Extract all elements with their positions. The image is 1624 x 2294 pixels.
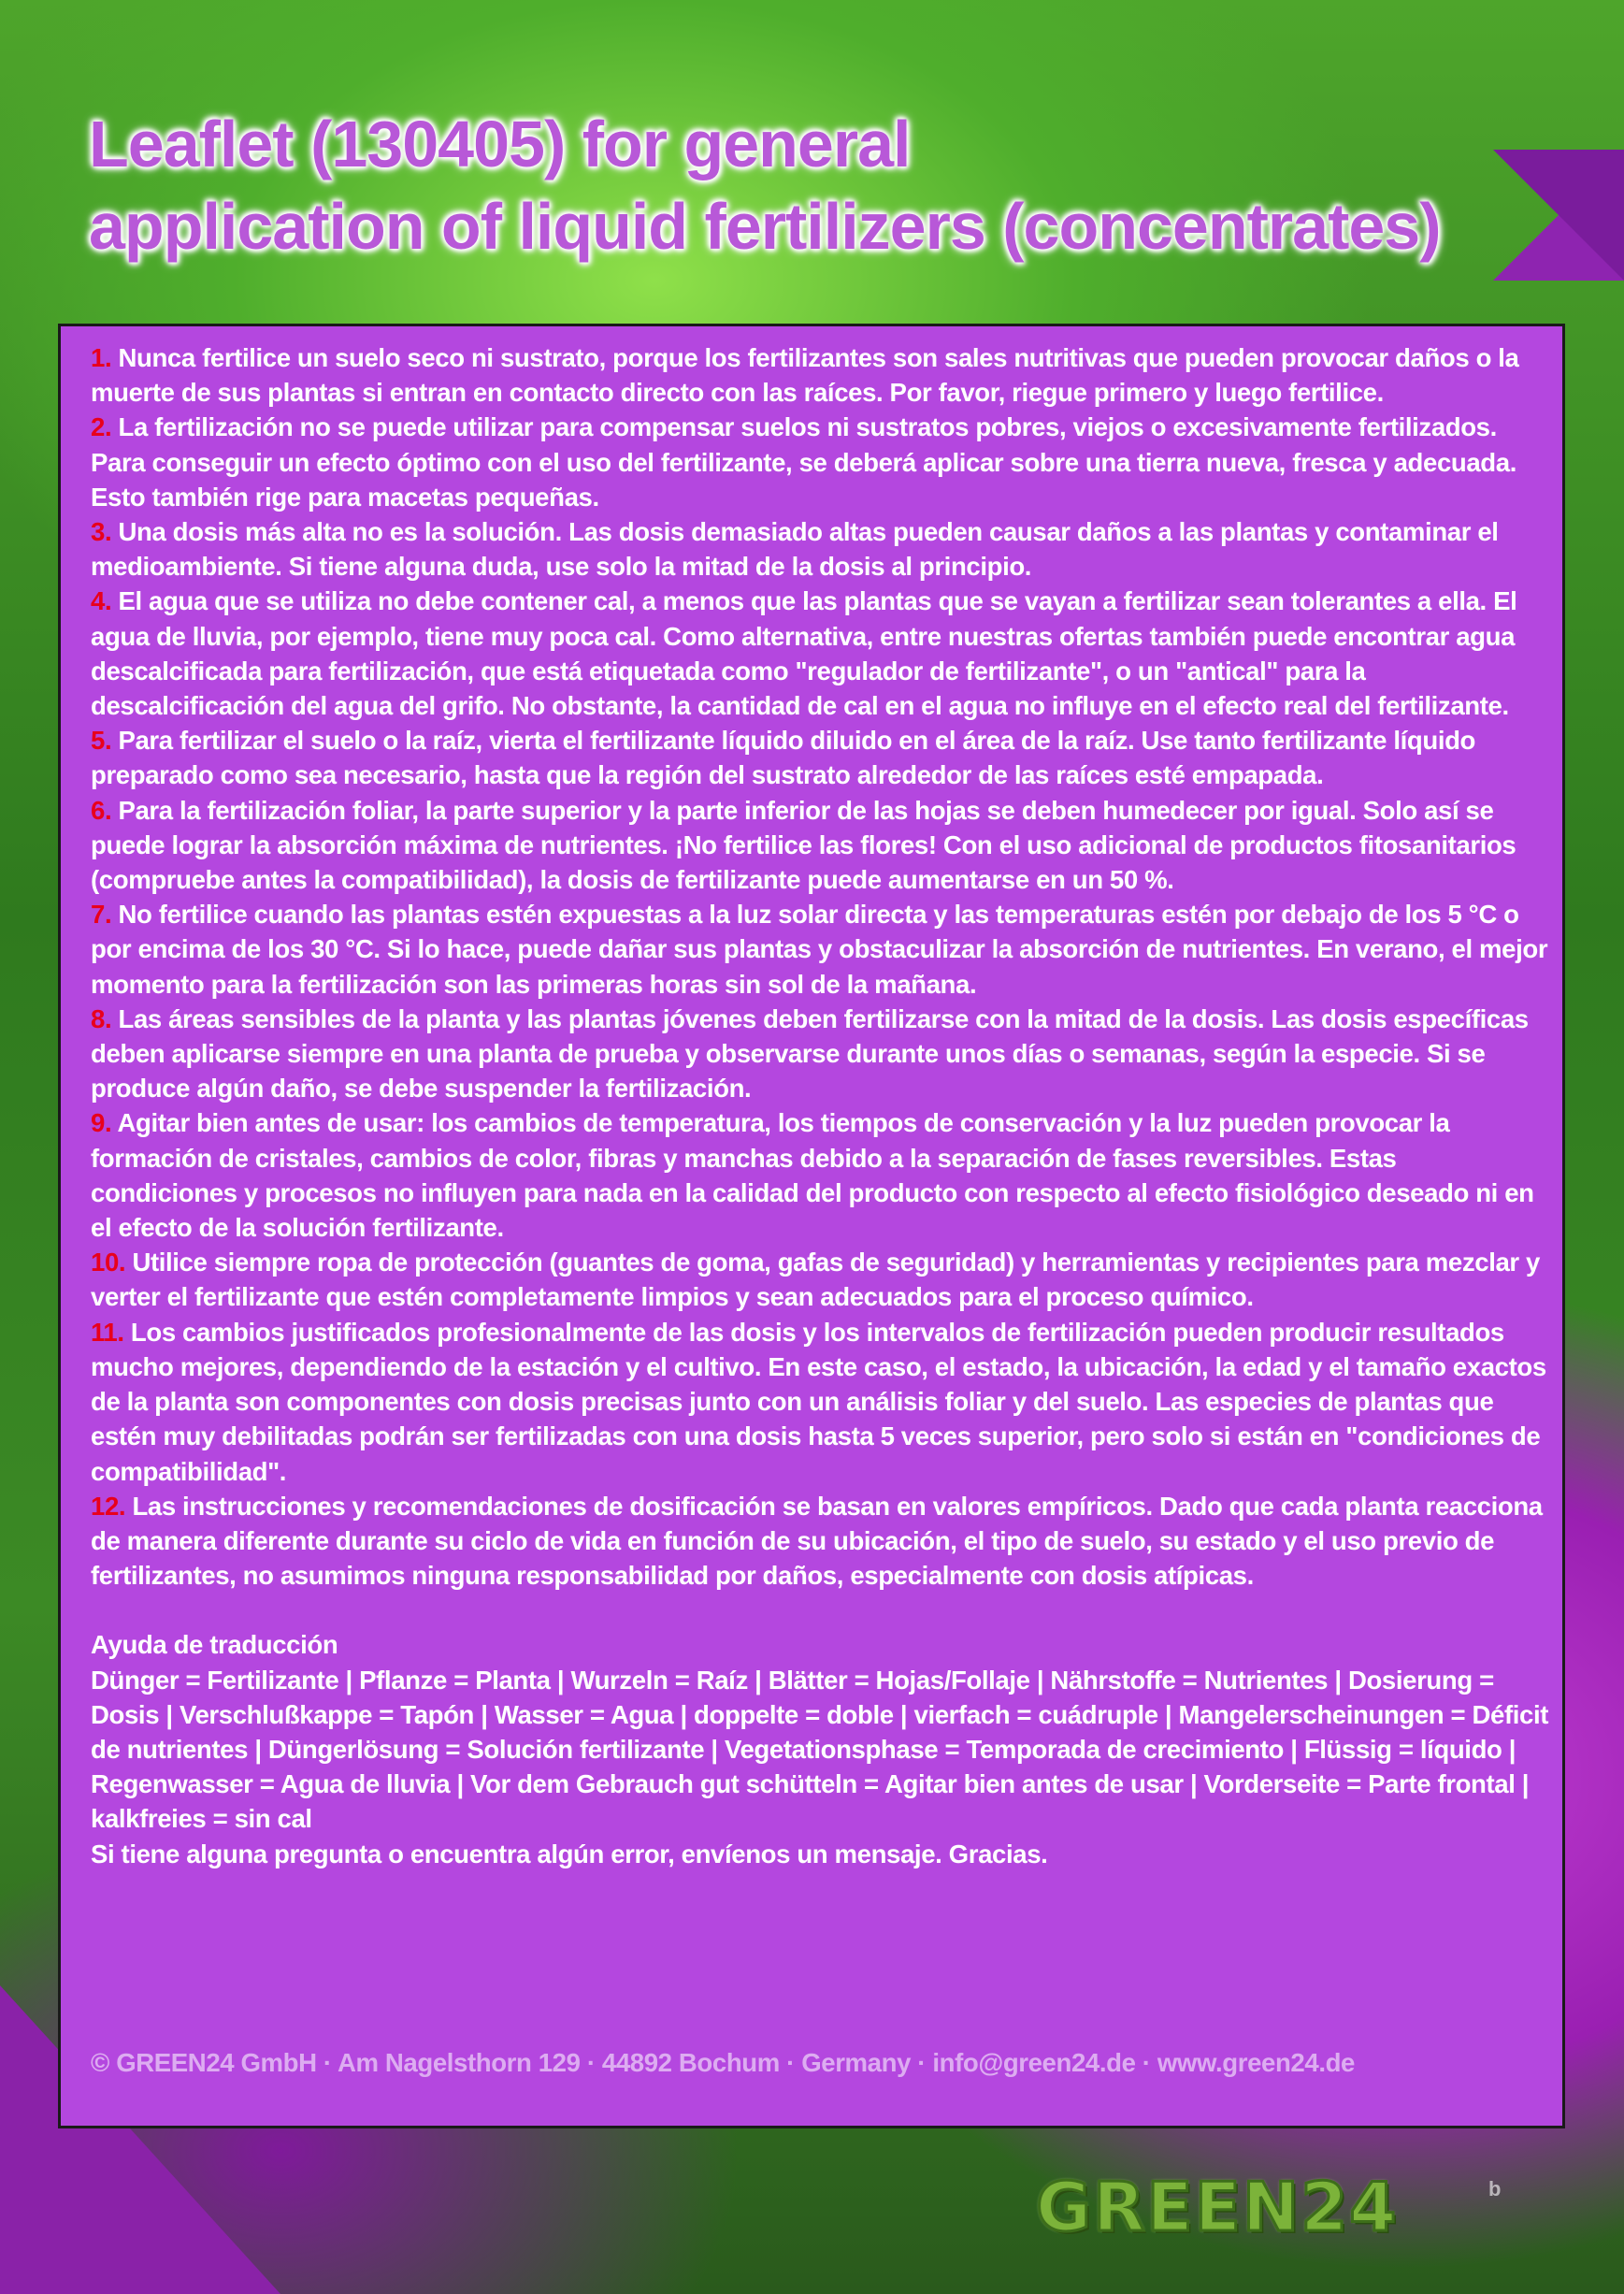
item-number: 1. bbox=[91, 343, 112, 372]
green24-logo: GREEN24 bbox=[1036, 2168, 1399, 2246]
item-text: Utilice siempre ropa de protección (guantes de goma, gafas de seguridad) y herramientas y recipientes para mezclar y verter el fertilizante que estén completamente limpios y sean adecuados para el proceso químico. bbox=[91, 1248, 1540, 1312]
item-text: Para fertilizar el suelo o la raíz, vierta el fertilizante líquido diluido en el área de la raíz. Use tanto fertilizante líquido preparado como sea necesario, hasta que la región del sustrato alrededor de las raíces esté empapada. bbox=[91, 726, 1476, 790]
list-item bbox=[91, 723, 1549, 792]
item-text: Las áreas sensibles de la planta y las plantas jóvenes deben fertilizarse con la mitad de la dosis. Las dosis específicas deben aplicarse siempre en una planta de prueba y observarse durante unos días o semanas, según la especie. Si se produce algún daño, se debe suspender la fertilización. bbox=[91, 1003, 1529, 1104]
item-number: 10. bbox=[91, 1248, 126, 1277]
closing-message: Si tiene alguna pregunta o encuentra algún error, envíenos un mensaje. Gracias. bbox=[91, 1839, 1048, 1868]
title-line-2: application of liquid fertilizers (concentrates) bbox=[89, 190, 1441, 263]
list-item bbox=[91, 1315, 1549, 1489]
copyright-line: © GREEN24 GmbH · Am Nagelsthorn 129 · 44892 Bochum · Germany · info@green24.de · www.green24.de bbox=[91, 2048, 1355, 2077]
item-text: Para la fertilización foliar, la parte superior y la parte inferior de las hojas se deben humedecer por igual. Solo así se puede lograr la absorción máxima de nutrientes. ¡No fertilice las flores! Con el uso adicional de productos fitosanitarios (compruebe antes la compatibilidad), la dosis de fertilizante puede aumentarse en un 50 %. bbox=[91, 795, 1516, 895]
item-number: 6. bbox=[91, 795, 112, 825]
item-text: Las instrucciones y recomendaciones de dosificación se basan en valores empíricos. Dado que cada planta reacciona de manera diferente durante su ciclo de vida en función de su ubicación, el tipo de suelo, su estado y el uso previo de fertilizantes, no asumimos ninguna responsabilidad por daños, especialmente con dosis atípicas. bbox=[91, 1491, 1543, 1591]
list-item bbox=[91, 514, 1549, 584]
item-number: 4. bbox=[91, 586, 112, 616]
list-item bbox=[91, 584, 1549, 723]
item-number: 9. bbox=[91, 1108, 112, 1138]
page-title bbox=[89, 103, 1547, 267]
spacer bbox=[91, 1593, 1549, 1627]
list-item bbox=[91, 1105, 1549, 1245]
item-number: 3. bbox=[91, 517, 112, 547]
list-item bbox=[91, 410, 1549, 514]
item-text: No fertilice cuando las plantas estén expuestas a la luz solar directa y las temperaturas estén por debajo de los 5 °C o por encima de los 30 °C. Si lo hace, puede dañar sus plantas y obstaculizar la absorción de nutrientes. En verano, el mejor momento para la fertilización son las primeras horas sin sol de la mañana. bbox=[91, 900, 1548, 999]
item-number: 11. bbox=[91, 1317, 124, 1347]
item-text: Agitar bien antes de usar: los cambios de temperatura, los tiempos de conservación y la luz pueden provocar la formación de cristales, cambios de color, fibras y manchas debido a la separación de fases reversibles. Estas condiciones y procesos no influyen para nada en la calidad del producto con respecto al efecto fisiológico deseado ni en el efecto de la solución fertilizante. bbox=[91, 1108, 1534, 1243]
item-number: 12. bbox=[91, 1491, 126, 1521]
list-item bbox=[91, 897, 1549, 1002]
item-number: 2. bbox=[91, 412, 112, 442]
logo-registered-mark: b bbox=[1488, 2177, 1502, 2200]
item-number: 5. bbox=[91, 726, 112, 756]
list-item bbox=[91, 793, 1549, 898]
title-line-1: Leaflet (130405) for general bbox=[89, 108, 911, 180]
item-text: Una dosis más alta no es la solución. Las dosis demasiado altas pueden causar daños a las plantas y contaminar el medioambiente. Si tiene alguna duda, use solo la mitad de la dosis al principio. bbox=[91, 517, 1499, 582]
item-text: Los cambios justificados profesionalmente de las dosis y los intervalos de fertilización pueden producir resultados mucho mejores, dependiendo de la estación y el cultivo. En este caso, el estado, la ubicación, la edad y el tamaño exactos de la planta son componentes con dosis precisas junto con un análisis foliar y del suelo. Las especies de plantas que estén muy debilitadas podrán ser fertilizadas con una dosis hasta 5 veces superior, pero solo si están en "condiciones de compatibilidad". bbox=[91, 1317, 1546, 1486]
item-number: 7. bbox=[91, 900, 112, 930]
translation-glossary: Dünger = Fertilizante | Pflanze = Planta | Wurzeln = Raíz | Blätter = Hojas/Follaje | Nährstoffe = Nutrientes | Dosierung = Dosis | Verschlußkappe = Tapón | Wasser = Agua | doppelte = doble | vierfach = cuádruple | Mangelerscheinungen = Déficit de nutrientes | Düngerlösung = Solución fertilizante | Vegetationsphase = Temporada de crecimiento | Flüssig = líquido | Regenwasser = Agua de lluvia | Vor dem Gebrauch gut schütteln = Agitar bien antes de usar | Vorderseite = Parte frontal | kalkfreies = sin cal bbox=[91, 1665, 1549, 1834]
list-item bbox=[91, 1245, 1549, 1314]
list-item bbox=[91, 1489, 1549, 1594]
list-item bbox=[91, 1002, 1549, 1106]
item-text: El agua que se utiliza no debe contener cal, a menos que las plantas que se vayan a fertilizar sean tolerantes a ella. El agua de lluvia, por ejemplo, tiene muy poca cal. Como alternativa, entre nuestras ofertas también puede encontrar agua descalcificada para fertilización, que está etiquetada como "regulador de fertilizante", o un "antical" para la descalcificación del agua del grifo. No obstante, la cantidad de cal en el agua no influye en el efecto real del fertilizante. bbox=[91, 586, 1517, 721]
item-number: 8. bbox=[91, 1003, 112, 1033]
instructions-list bbox=[91, 340, 1549, 1871]
item-text: La fertilización no se puede utilizar para compensar suelos ni sustratos pobres, viejos o excesivamente fertilizados. Para conseguir un efecto óptimo con el uso del fertilizante, se deberá aplicar sobre una tierra nueva, fresca y adecuada. Esto también rige para macetas pequeñas. bbox=[91, 412, 1516, 512]
list-item bbox=[91, 340, 1549, 410]
item-text: Nunca fertilice un suelo seco ni sustrato, porque los fertilizantes son sales nutritivas que pueden provocar daños o la muerte de sus plantas si entran en contacto directo con las raíces. Por favor, riegue primero y luego fertilice. bbox=[91, 343, 1519, 408]
translation-heading: Ayuda de traducción bbox=[91, 1630, 338, 1660]
